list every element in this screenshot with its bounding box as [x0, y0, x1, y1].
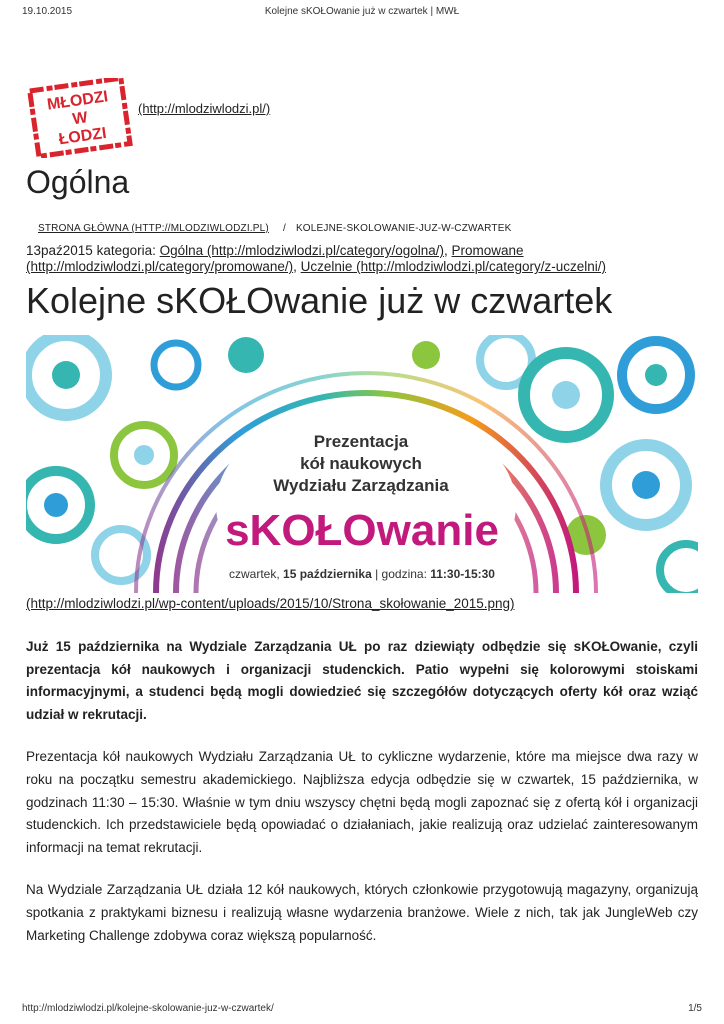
banner-line-3: Wydziału Zarządzania [273, 476, 449, 495]
article-paragraph: Prezentacja kół naukowych Wydziału Zarządzania UŁ to cykliczne wydarzenie, które ma miejsce dwa razy w roku na początku semestru akademickiego. Najbliższa edycja odbędzie się w czwartek, 15 października, w godzinach 11:30 – 15:30. Właśnie w tym dniu wszyscy chętni będą mogli zapoznać się z ofertą kół i organizacji studenckich. Ich przedstawiciele będą opowiadać o działaniach, jakie realizują oraz udzielać zainteresowanym informacji na temat rekrutacji. [26, 749, 698, 855]
print-url: http://mlodziwlodzi.pl/kolejne-skolowanie-juz-w-czwartek/ [22, 1003, 274, 1014]
article-body [26, 636, 698, 967]
banner-time-label: godzina: [381, 567, 431, 581]
banner-date: 15 października [283, 567, 372, 581]
banner-date-line [229, 567, 495, 581]
breadcrumb-separator: / [282, 223, 286, 234]
banner-time: 11:30-15:30 [430, 567, 495, 581]
banner-line-2: kół naukowych [300, 454, 422, 473]
banner-divider: | [371, 567, 382, 581]
banner-line-1: Prezentacja [313, 432, 409, 451]
logo-line-1: MŁODZI [46, 88, 110, 114]
breadcrumb-current: KOLEJNE-SKOLOWANIE-JUZ-W-CZWARTEK [295, 223, 512, 234]
post-date-category-label: 13paź2015 kategoria: [26, 243, 160, 258]
category-link-uczelnie[interactable]: Uczelnie (http://mlodziwlodzi.pl/category/z-uczelni/) [300, 259, 607, 274]
article-title: Kolejne sKOŁOwanie już w czwartek [26, 280, 613, 321]
image-source-link[interactable]: (http://mlodziwlodzi.pl/wp-content/uploads/2015/10/Strona_skołowanie_2015.png) [26, 596, 515, 611]
print-title: Kolejne sKOŁOwanie już w czwartek | MWŁ [264, 6, 460, 17]
post-meta [26, 243, 716, 275]
logo-line-3: ŁODZI [57, 124, 108, 149]
print-date: 19.10.2015 [22, 6, 73, 17]
logo-home-link[interactable]: (http://mlodziwlodzi.pl/) [138, 101, 271, 116]
meta-separator: , [444, 243, 452, 258]
breadcrumb-home-link[interactable]: STRONA GŁÓWNA (HTTP://MLODZIWLODZI.PL) [38, 223, 269, 234]
article-lead-paragraph: Już 15 października na Wydziale Zarządzania UŁ po raz dziewiąty odbędzie się sKOŁOwanie, czyli prezentacja kół naukowych i organizacji studenckich. Patio wypełni się kolorowymi stoiskami informacyjnymi, a studenci będą mogli dowiedzieć się szczegółów dotyczących oferty kół oraz wziąć udział w rekrutacji. [26, 639, 698, 722]
banner-brand: sKOŁOwanie [225, 506, 499, 555]
page-number: 1/5 [688, 1003, 702, 1014]
meta-separator: , [293, 259, 301, 274]
logo-line-2: W [71, 109, 89, 129]
site-logo[interactable] [26, 78, 138, 158]
banner-date-label: czwartek, [229, 567, 284, 581]
article-paragraph: Na Wydziale Zarządzania UŁ działa 12 kół naukowych, których członkowie przygotowują magazyny, organizują spotkania z praktykami biznesu i realizują własne wydarzenia branżowe. Wiele z nich, tak jak JungleWeb czy Marketing Challenge zdobywa coraz większą popularność. [26, 882, 698, 943]
category-link-ogolna[interactable]: Ogólna (http://mlodziwlodzi.pl/category/ogolna/) [159, 243, 445, 258]
category-heading: Ogólna [26, 164, 130, 200]
event-banner-image[interactable] [26, 335, 698, 593]
category-link-promowane[interactable]: Promowane (http://mlodziwlodzi.pl/category/promowane/) [26, 243, 524, 274]
breadcrumb [38, 223, 511, 234]
